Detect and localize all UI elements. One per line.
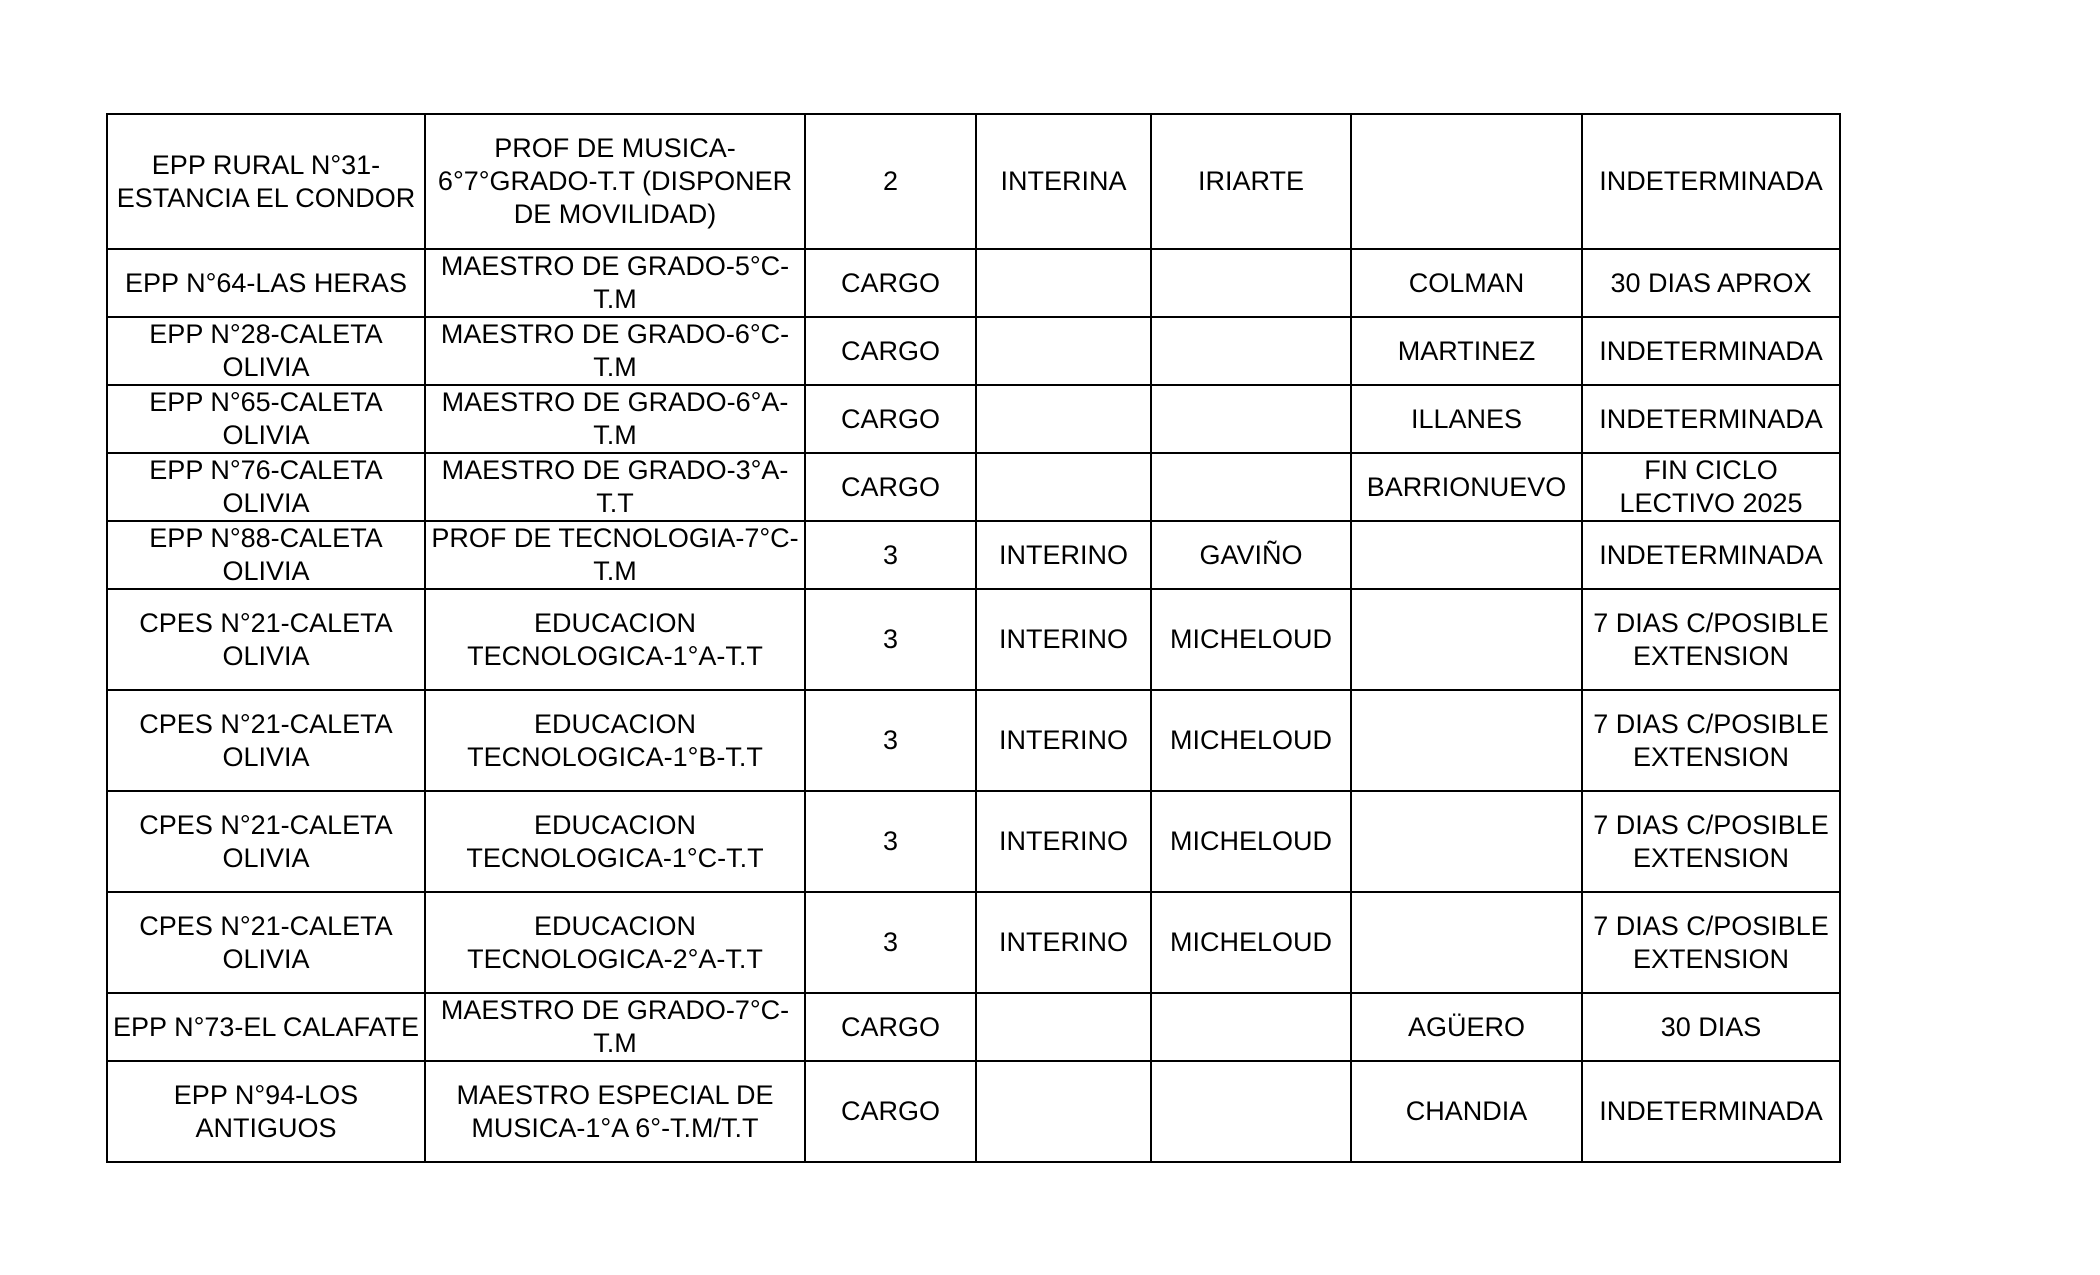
cell-hours: 3 xyxy=(805,690,976,791)
cell-replaced xyxy=(1151,453,1351,521)
cell-position: EDUCACION TECNOLOGICA-1°A-T.T xyxy=(425,589,805,690)
cell-school: EPP N°64-LAS HERAS xyxy=(107,249,425,317)
cell-holder: ILLANES xyxy=(1351,385,1582,453)
cell-school: CPES N°21-CALETA OLIVIA xyxy=(107,690,425,791)
cell-hours: 3 xyxy=(805,791,976,892)
cell-duration: INDETERMINADA xyxy=(1582,317,1840,385)
cell-duration: 7 DIAS C/POSIBLE EXTENSION xyxy=(1582,892,1840,993)
table-row xyxy=(107,1061,1840,1162)
cell-position: MAESTRO ESPECIAL DE MUSICA-1°A 6°-T.M/T.T xyxy=(425,1061,805,1162)
cell-status xyxy=(976,249,1151,317)
cell-duration: 7 DIAS C/POSIBLE EXTENSION xyxy=(1582,791,1840,892)
cell-hours: CARGO xyxy=(805,993,976,1061)
cell-hours: 2 xyxy=(805,114,976,249)
table-row xyxy=(107,385,1840,453)
cell-status: INTERINO xyxy=(976,791,1151,892)
cell-replaced: IRIARTE xyxy=(1151,114,1351,249)
cell-holder xyxy=(1351,589,1582,690)
cell-replaced: MICHELOUD xyxy=(1151,892,1351,993)
cell-duration: 7 DIAS C/POSIBLE EXTENSION xyxy=(1582,690,1840,791)
cell-school: EPP N°88-CALETA OLIVIA xyxy=(107,521,425,589)
cell-holder xyxy=(1351,114,1582,249)
cell-school: CPES N°21-CALETA OLIVIA xyxy=(107,892,425,993)
cell-replaced xyxy=(1151,1061,1351,1162)
cell-replaced: MICHELOUD xyxy=(1151,791,1351,892)
cell-hours: 3 xyxy=(805,521,976,589)
cell-duration: FIN CICLO LECTIVO 2025 xyxy=(1582,453,1840,521)
cell-school: EPP N°76-CALETA OLIVIA xyxy=(107,453,425,521)
cell-school: EPP RURAL N°31-ESTANCIA EL CONDOR xyxy=(107,114,425,249)
cell-holder: BARRIONUEVO xyxy=(1351,453,1582,521)
cell-duration: 7 DIAS C/POSIBLE EXTENSION xyxy=(1582,589,1840,690)
cell-holder: COLMAN xyxy=(1351,249,1582,317)
cell-position: EDUCACION TECNOLOGICA-2°A-T.T xyxy=(425,892,805,993)
table-row xyxy=(107,993,1840,1061)
cell-replaced xyxy=(1151,317,1351,385)
cell-replaced xyxy=(1151,249,1351,317)
cell-position: MAESTRO DE GRADO-5°C-T.M xyxy=(425,249,805,317)
cell-holder xyxy=(1351,791,1582,892)
cell-school: CPES N°21-CALETA OLIVIA xyxy=(107,589,425,690)
table-row xyxy=(107,892,1840,993)
cell-hours: 3 xyxy=(805,892,976,993)
cell-status: INTERINO xyxy=(976,690,1151,791)
cell-duration: 30 DIAS APROX xyxy=(1582,249,1840,317)
cell-duration: INDETERMINADA xyxy=(1582,385,1840,453)
cell-duration: INDETERMINADA xyxy=(1582,521,1840,589)
cell-status xyxy=(976,1061,1151,1162)
cell-replaced: GAVIÑO xyxy=(1151,521,1351,589)
cell-position: MAESTRO DE GRADO-6°C-T.M xyxy=(425,317,805,385)
cell-status: INTERINA xyxy=(976,114,1151,249)
table-row xyxy=(107,453,1840,521)
cell-school: EPP N°28-CALETA OLIVIA xyxy=(107,317,425,385)
table-row xyxy=(107,690,1840,791)
cell-hours: CARGO xyxy=(805,249,976,317)
cell-holder xyxy=(1351,690,1582,791)
cell-holder: CHANDIA xyxy=(1351,1061,1582,1162)
cell-duration: INDETERMINADA xyxy=(1582,1061,1840,1162)
cell-hours: CARGO xyxy=(805,385,976,453)
cell-position: MAESTRO DE GRADO-3°A-T.T xyxy=(425,453,805,521)
cell-status: INTERINO xyxy=(976,892,1151,993)
cell-school: EPP N°65-CALETA OLIVIA xyxy=(107,385,425,453)
cell-status xyxy=(976,317,1151,385)
cell-replaced: MICHELOUD xyxy=(1151,690,1351,791)
cell-status xyxy=(976,993,1151,1061)
cell-school: EPP N°94-LOS ANTIGUOS xyxy=(107,1061,425,1162)
cell-position: PROF DE TECNOLOGIA-7°C-T.M xyxy=(425,521,805,589)
cell-position: PROF DE MUSICA-6°7°GRADO-T.T (DISPONER DE MOVILIDAD) xyxy=(425,114,805,249)
cell-hours: 3 xyxy=(805,589,976,690)
cell-position: MAESTRO DE GRADO-6°A-T.M xyxy=(425,385,805,453)
cell-school: CPES N°21-CALETA OLIVIA xyxy=(107,791,425,892)
table-row xyxy=(107,791,1840,892)
vacancies-table xyxy=(106,113,1841,1163)
cell-status: INTERINO xyxy=(976,521,1151,589)
table-row xyxy=(107,521,1840,589)
cell-holder: MARTINEZ xyxy=(1351,317,1582,385)
table-row xyxy=(107,114,1840,249)
cell-replaced: MICHELOUD xyxy=(1151,589,1351,690)
cell-status: INTERINO xyxy=(976,589,1151,690)
table-row xyxy=(107,317,1840,385)
cell-position: EDUCACION TECNOLOGICA-1°B-T.T xyxy=(425,690,805,791)
cell-school: EPP N°73-EL CALAFATE xyxy=(107,993,425,1061)
cell-duration: 30 DIAS xyxy=(1582,993,1840,1061)
cell-status xyxy=(976,385,1151,453)
cell-holder xyxy=(1351,521,1582,589)
table-row xyxy=(107,249,1840,317)
cell-holder xyxy=(1351,892,1582,993)
cell-status xyxy=(976,453,1151,521)
cell-position: EDUCACION TECNOLOGICA-1°C-T.T xyxy=(425,791,805,892)
cell-position: MAESTRO DE GRADO-7°C-T.M xyxy=(425,993,805,1061)
cell-hours: CARGO xyxy=(805,1061,976,1162)
table-row xyxy=(107,589,1840,690)
cell-duration: INDETERMINADA xyxy=(1582,114,1840,249)
cell-hours: CARGO xyxy=(805,317,976,385)
cell-replaced xyxy=(1151,993,1351,1061)
cell-replaced xyxy=(1151,385,1351,453)
cell-hours: CARGO xyxy=(805,453,976,521)
cell-holder: AGÜERO xyxy=(1351,993,1582,1061)
